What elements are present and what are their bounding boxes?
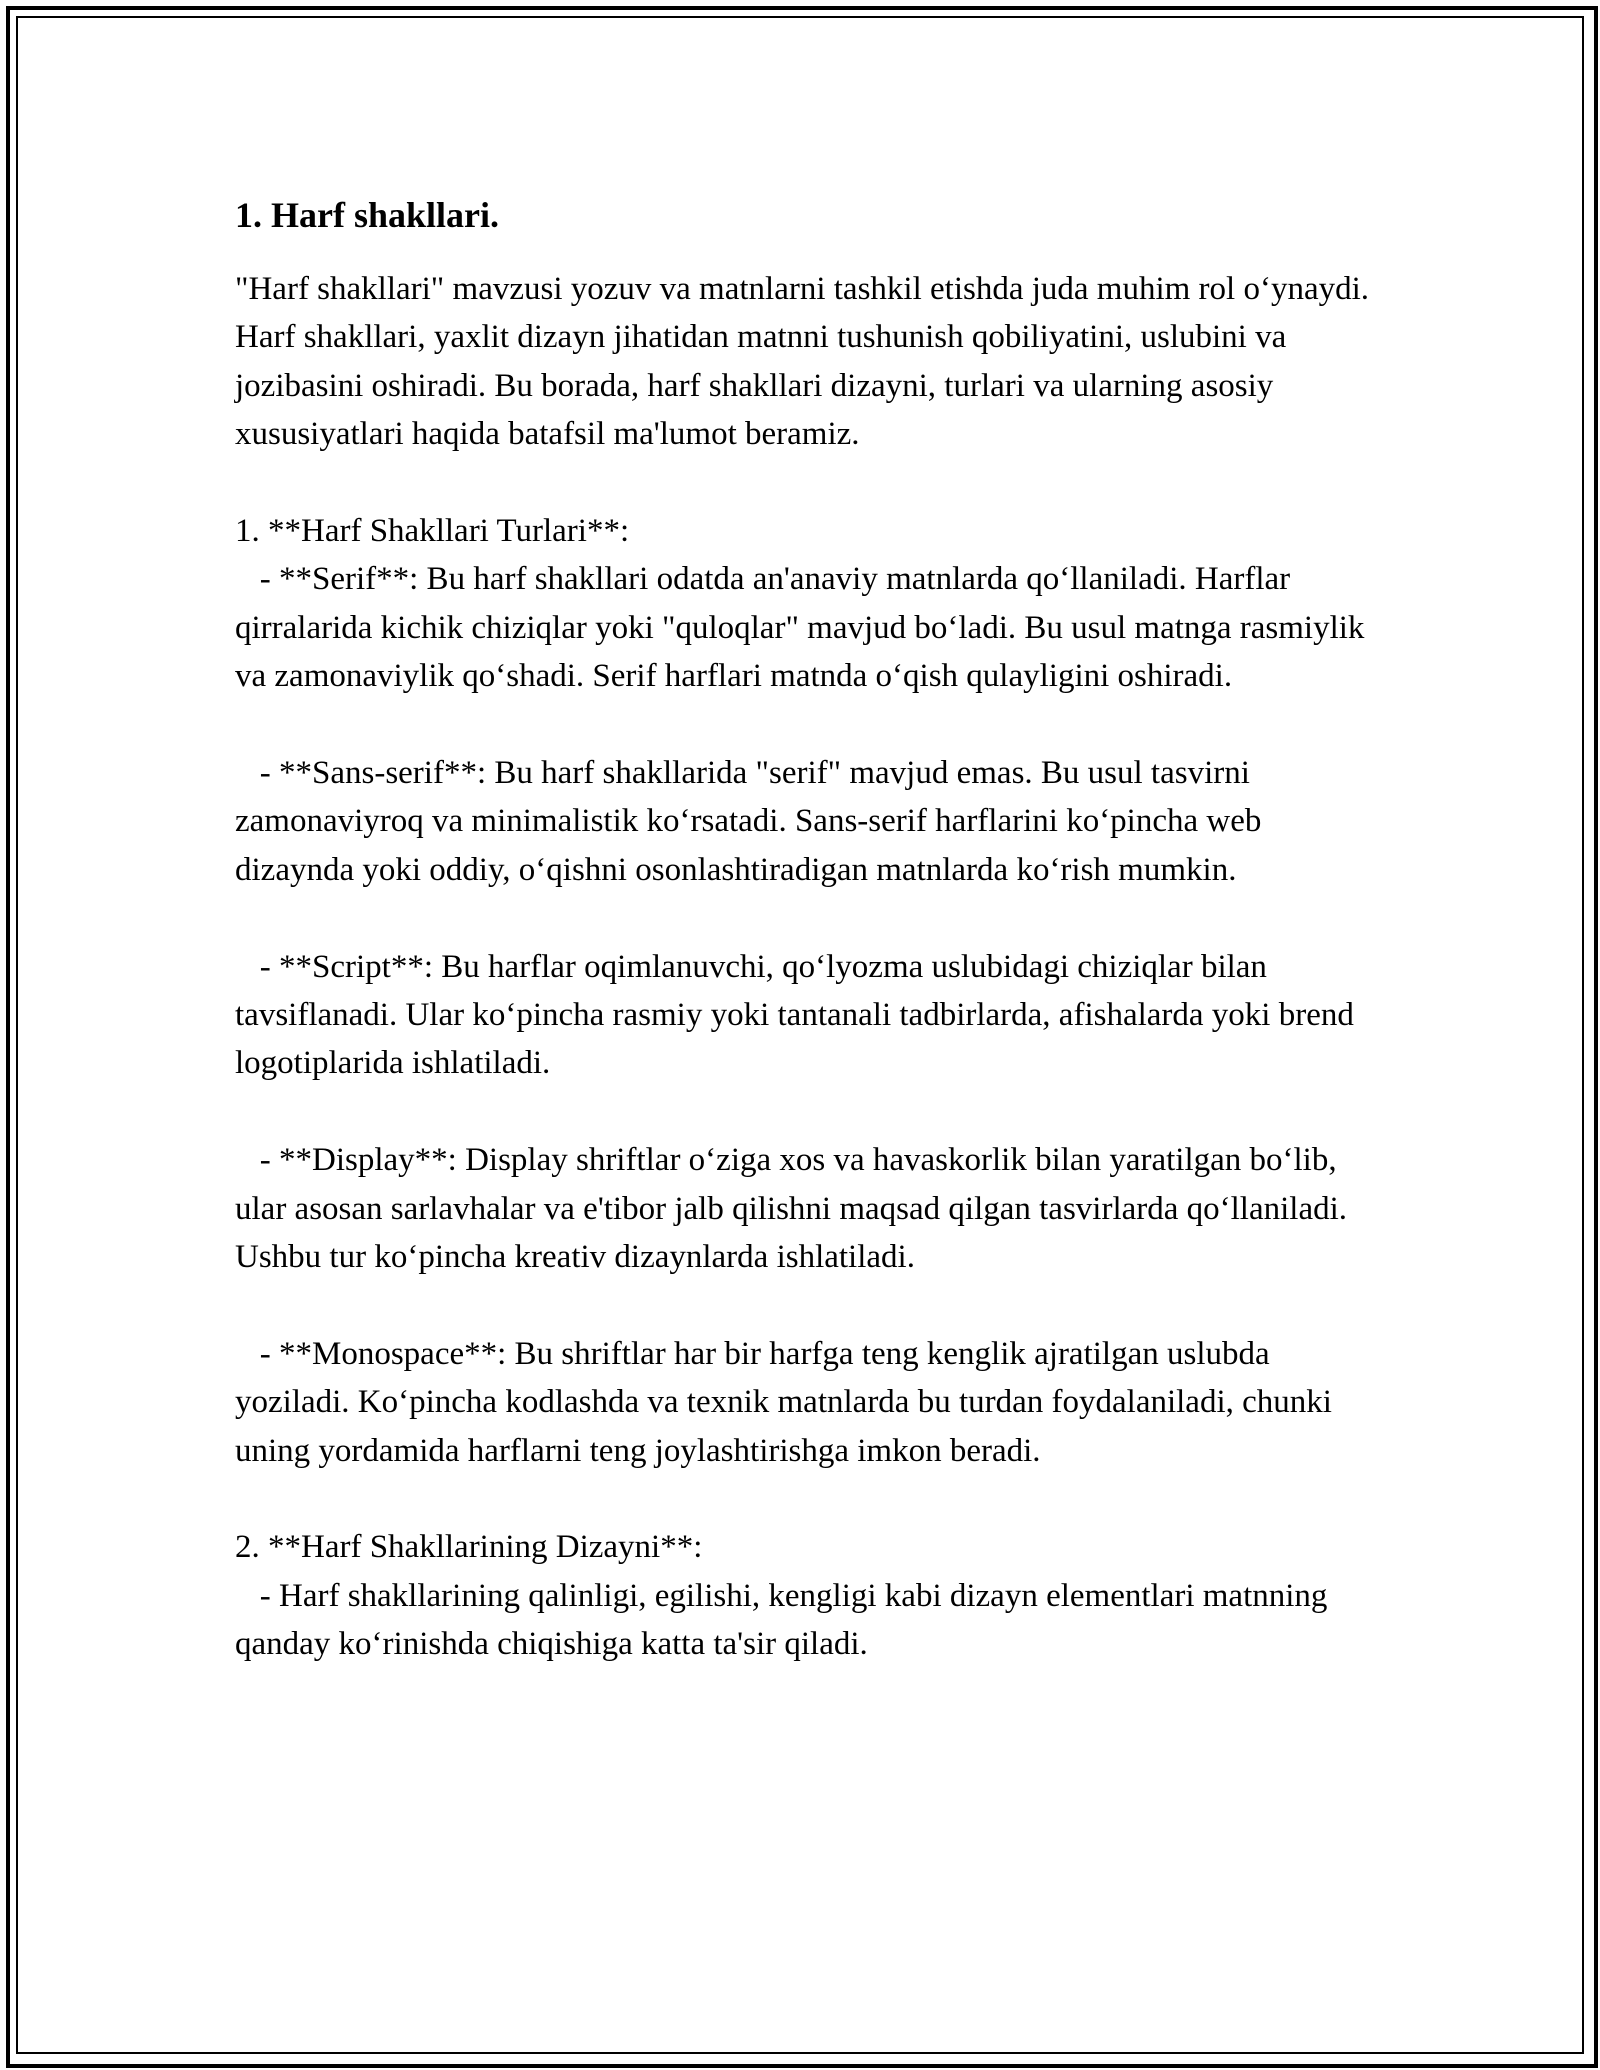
spacer [235, 701, 1385, 749]
intro-paragraph: "Harf shakllari" mavzusi yozuv va matnlarni tashkil etishda juda muhim rol o‘ynaydi. Harf shakllari, yaxlit dizayn jihatidan matnni tushunish qobiliyatini, uslubini va jozibasini oshiradi. Bu borada, harf shakllari dizayni, turlari va ularning asosiy xususiyatlari haqida batafsil ma'lumot beramiz. [235, 271, 1378, 453]
list-item-monospace: - **Monospace**: Bu shriftlar har bir harfga teng kenglik ajratilgan uslubda yoziladi. Ko‘pincha kodlashda va texnik matnlarda bu turdan foydalaniladi, chunki uning yordamida harflarni teng joylashtirishga imkon beradi. [235, 1335, 1341, 1469]
list-item-script: - **Script**: Bu harflar oqimlanuvchi, qo‘lyozma uslubidagi chiziqlar bilan tavsiflanadi. Ular ko‘pincha rasmiy yoki tantanali tadbirlarda, afishalarda yoki brend logotiplarida ishlatiladi. [235, 948, 1363, 1082]
spacer [235, 1088, 1385, 1136]
list-item-sans-serif: - **Sans-serif**: Bu harf shakllarida "serif" mavjud emas. Bu usul tasvirni zamonaviyroq va minimalistik ko‘rsatadi. Sans-serif harflarini ko‘pincha web dizaynda yoki oddiy, o‘qishni osonlashtiradigan matnlarda ko‘rish mumkin. [235, 755, 1270, 888]
document-title: 1. Harf shakllari. [235, 195, 500, 235]
list-item-serif: - **Serif**: Bu harf shakllari odatda an'anaviy matnlarda qo‘llaniladi. Harflar qirralarida kichik chiziqlar yoki "quloqlar" mavjud bo‘ladi. Bu usul matnga rasmiylik va zamonaviylik qo‘shadi. Serif harflari matnda o‘qish qulayligini oshiradi. [235, 561, 1373, 695]
spacer [235, 894, 1385, 942]
document-body [235, 185, 1385, 1669]
list-item-design: - Harf shakllarining qalinligi, egilishi, kengligi kabi dizayn elementlari matnning qanday ko‘rinishda chiqishiga katta ta'sir qiladi. [235, 1577, 1336, 1663]
list-item-display: - **Display**: Display shriftlar o‘ziga xos va havaskorlik bilan yaratilgan bo‘lib, ular asosan sarlavhalar va e'tibor jalb qilishni maqsad qilgan tasvirlarda qo‘llaniladi. Ushbu tur ko‘pincha kreativ dizaynlarda ishlatiladi. [235, 1142, 1356, 1276]
section-heading-types: 1. **Harf Shakllari Turlari**: [235, 513, 630, 550]
spacer [235, 1475, 1385, 1523]
spacer [235, 459, 1385, 507]
section-heading-design: 2. **Harf Shakllarining Dizayni**: [235, 1529, 703, 1566]
spacer [235, 1281, 1385, 1329]
